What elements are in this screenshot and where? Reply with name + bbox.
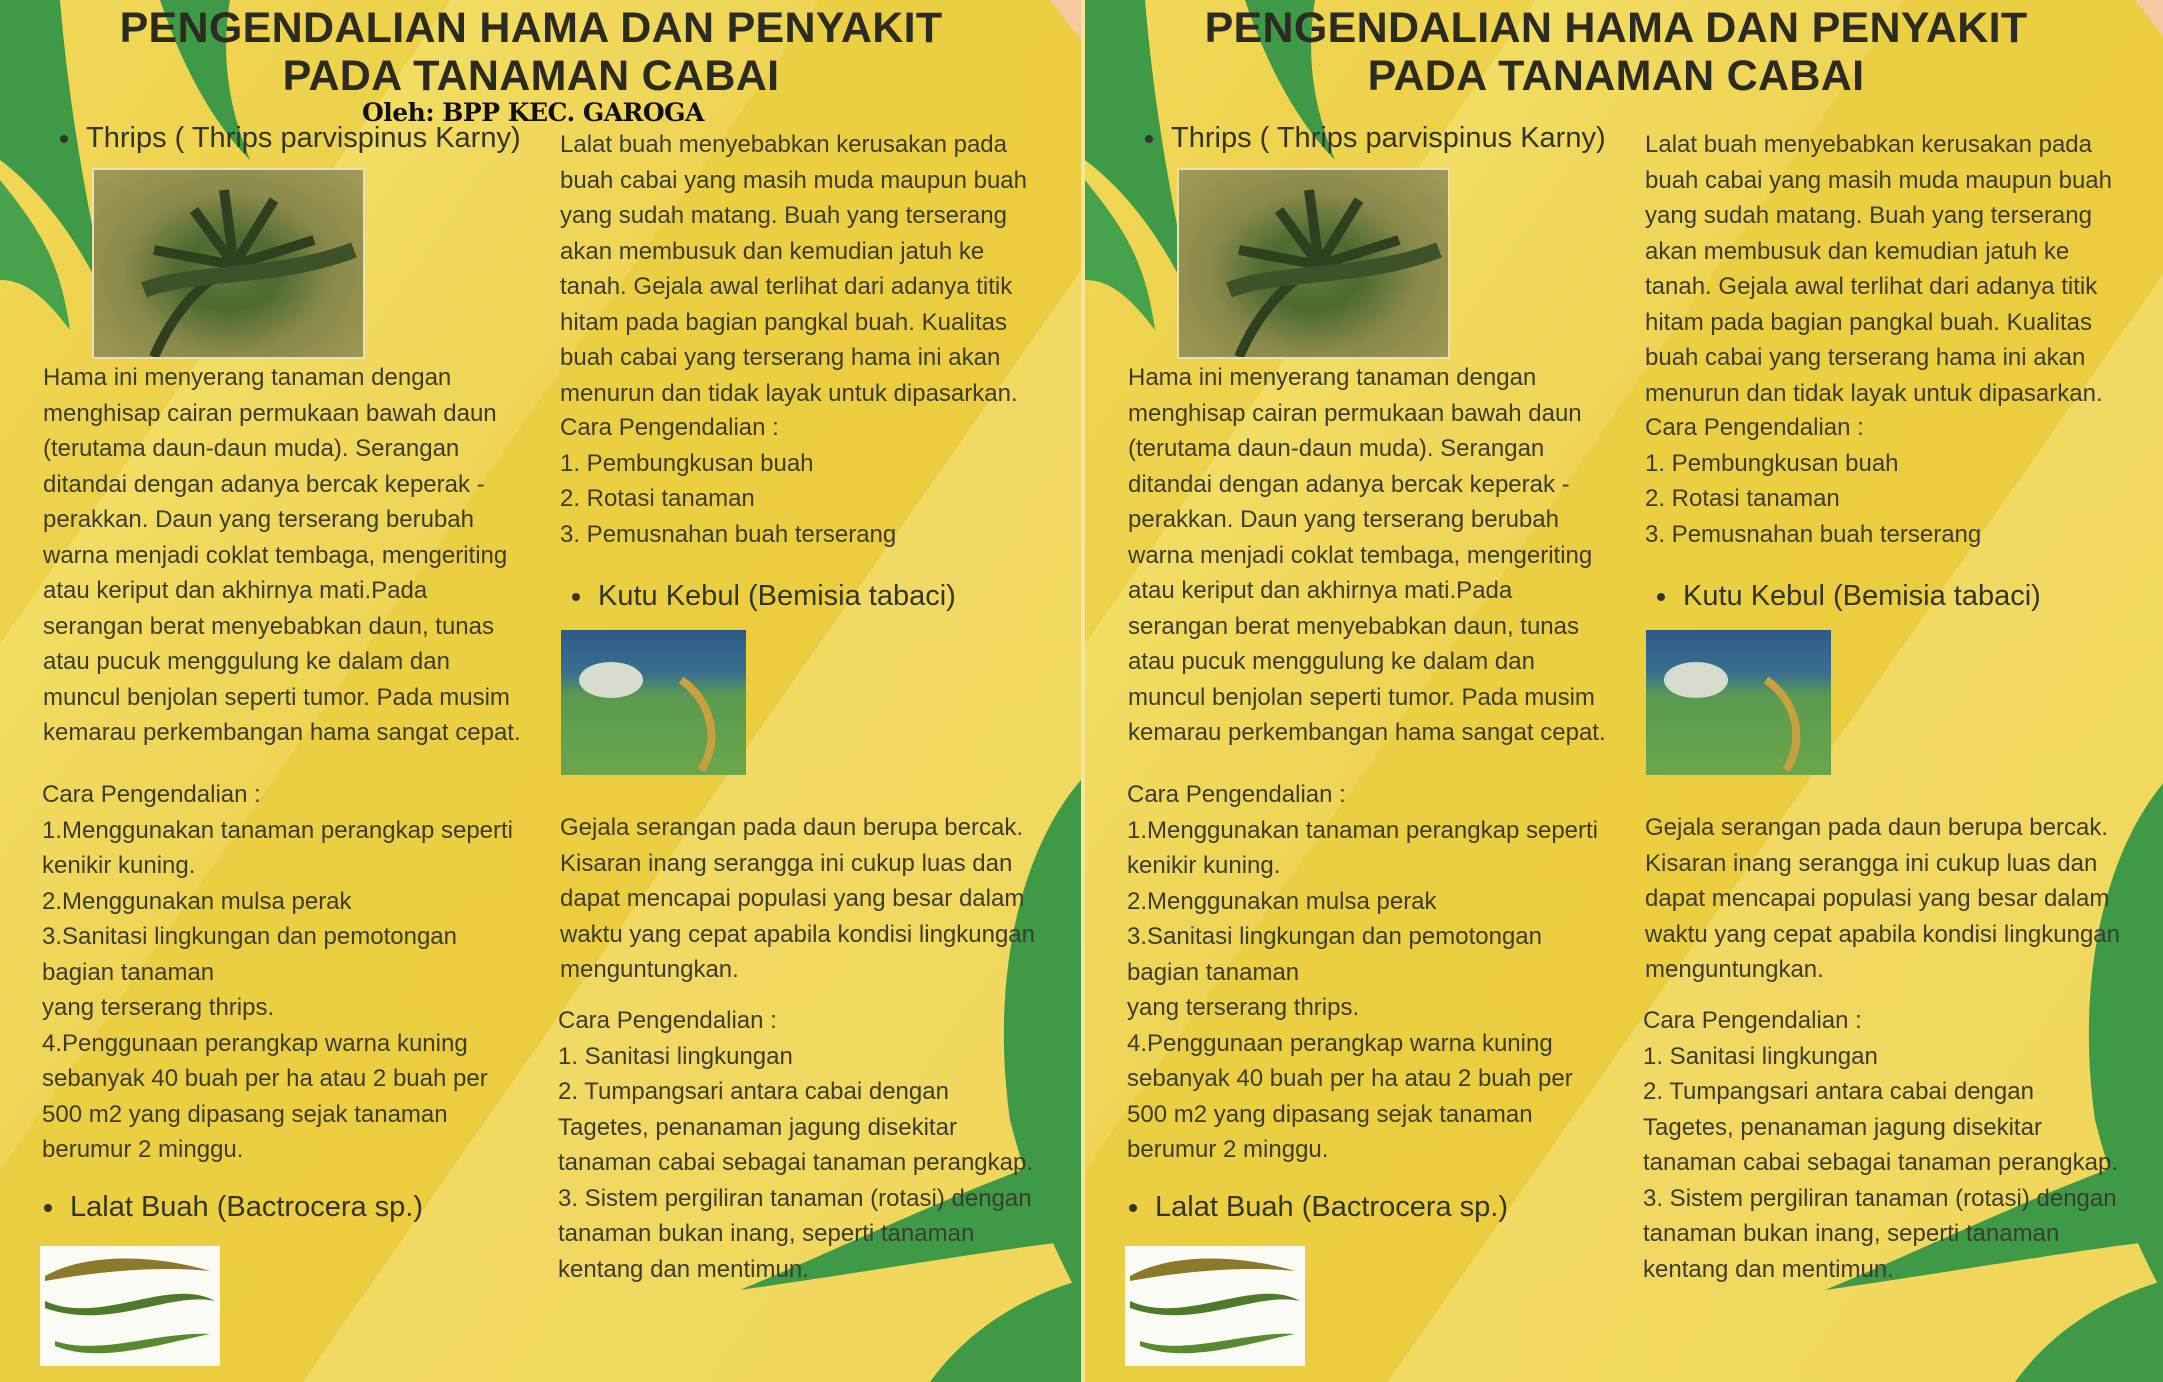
text-line: 2. Rotasi tanaman	[560, 485, 755, 512]
thrips-control-list	[1127, 777, 1598, 1168]
text-line: Cara Pengendalian :	[1127, 781, 1346, 808]
text-line: 1. Pembungkusan buah	[560, 449, 814, 477]
thrips-heading	[60, 120, 521, 156]
bullet-icon	[572, 593, 580, 601]
text-line: perakkan. Daun yang terserang berubah	[1128, 506, 1559, 533]
text-line: (terutama daun-daun muda). Serangan	[43, 435, 460, 462]
text-line: bagian tanaman	[42, 958, 215, 986]
text-line: buah cabai yang masih muda maupun buah	[560, 166, 1027, 194]
text-line: yang sudah matang. Buah yang terserang	[1645, 202, 2092, 229]
text-line: warna menjadi coklat tembaga, mengeriting	[43, 541, 508, 569]
poster-panel	[0, 0, 1081, 1382]
kutu-photo	[561, 630, 746, 775]
lalat-heading	[1129, 1189, 1508, 1225]
text-line: muncul benjolan seperti tumor. Pada musim	[1128, 683, 1595, 711]
thrips-heading-text: Thrips ( Thrips parvispinus Karny)	[86, 122, 521, 154]
text-line: Kisaran inang serangga ini cukup luas dan	[1645, 849, 2098, 877]
kutu-photo	[1646, 630, 1831, 775]
text-line: yang sudah matang. Buah yang terserang	[560, 202, 1007, 229]
text-line: yang terserang thrips.	[42, 994, 275, 1021]
text-line: kentang dan mentimun.	[1643, 1255, 1894, 1283]
text-line: buah cabai yang masih muda maupun buah	[1645, 166, 2112, 194]
text-line: 2. Tumpangsari antara cabai dengan	[558, 1078, 949, 1105]
text-line: bagian tanaman	[1127, 958, 1300, 986]
text-line: 1.Menggunakan tanaman perangkap seperti	[1127, 816, 1598, 844]
text-line: serangan berat menyebabkan daun, tunas	[43, 612, 494, 640]
text-line: Gejala serangan pada daun berupa bercak.	[560, 814, 1024, 841]
text-line: Hama ini menyerang tanaman dengan	[1128, 364, 1537, 391]
text-line: 3. Pemusnahan buah terserang	[1645, 520, 1982, 548]
text-line: Cara Pengendalian :	[1645, 414, 1864, 441]
text-line: dapat mencapai populasi yang besar dalam	[560, 885, 1025, 912]
text-line: dapat mencapai populasi yang besar dalam	[1645, 885, 2110, 912]
text-line: Cara Pengendalian :	[1643, 1007, 1862, 1034]
lalat-control-list	[1645, 410, 1981, 552]
text-line: atau pucuk menggulung ke dalam dan	[43, 648, 450, 675]
text-line: Gejala serangan pada daun berupa bercak.	[1645, 814, 2109, 841]
text-line: 1. Pembungkusan buah	[1645, 449, 1899, 477]
thrips-heading-text: Thrips ( Thrips parvispinus Karny)	[1171, 122, 1606, 154]
text-line: 3.Sanitasi lingkungan dan pemotongan	[42, 923, 457, 950]
text-line: Tagetes, penanaman jagung disekitar	[1643, 1113, 2042, 1141]
text-line: 1.Menggunakan tanaman perangkap seperti	[42, 816, 513, 844]
text-line: hitam pada bagian pangkal buah. Kualitas	[1645, 308, 2092, 336]
text-line: menguntungkan.	[560, 956, 739, 983]
text-line: kemarau perkembangan hama sangat cepat.	[1128, 719, 1606, 746]
lalat-photo	[40, 1246, 220, 1366]
text-line: 1. Sanitasi lingkungan	[1643, 1042, 1878, 1070]
text-line: Hama ini menyerang tanaman dengan	[43, 364, 452, 391]
text-line: 1. Sanitasi lingkungan	[558, 1042, 793, 1070]
text-line: ditandai dengan adanya bercak keperak -	[1128, 470, 1570, 498]
bullet-icon	[1129, 1204, 1137, 1212]
lalat-heading-text: Lalat Buah (Bactrocera sp.)	[1155, 1191, 1509, 1223]
text-line: tanah. Gejala awal terlihat dari adanya titik	[560, 273, 1013, 300]
text-line: tanah. Gejala awal terlihat dari adanya titik	[1645, 273, 2098, 300]
text-line: yang terserang thrips.	[1127, 994, 1360, 1021]
thrips-description	[1128, 360, 1606, 751]
text-line: 3. Sistem pergiliran tanaman (rotasi) dengan	[1643, 1184, 2117, 1212]
text-line: 2.Menggunakan mulsa perak	[42, 887, 352, 915]
text-line: menghisap cairan permukaan bawah daun	[43, 399, 497, 427]
text-line: buah cabai yang terserang hama ini akan	[560, 344, 1001, 371]
author-credit: Oleh: BPP KEC. GAROGA	[362, 98, 704, 127]
text-line: tanaman bukan inang, seperti tanaman	[558, 1220, 975, 1247]
poster-title-line1: PENGENDALIAN HAMA DAN PENYAKIT	[1204, 4, 2028, 52]
text-line: serangan berat menyebabkan daun, tunas	[1128, 612, 1579, 640]
text-line: Lalat buah menyebabkan kerusakan pada	[560, 131, 1007, 158]
lalat-heading	[44, 1189, 423, 1225]
text-line: akan membusuk dan kemudian jatuh ke	[560, 237, 985, 265]
kutu-heading	[1657, 578, 2041, 614]
thrips-description	[43, 360, 521, 751]
thrips-heading	[1145, 120, 1606, 156]
text-line: menguntungkan.	[1645, 956, 1824, 983]
text-line: kenikir kuning.	[1127, 852, 1281, 879]
text-line: muncul benjolan seperti tumor. Pada musim	[43, 683, 510, 711]
poster-title-line2: PADA TANAMAN CABAI	[1367, 52, 1865, 100]
text-line: berumur 2 minggu.	[1127, 1136, 1329, 1163]
text-line: kemarau perkembangan hama sangat cepat.	[43, 719, 521, 746]
text-line: 3. Sistem pergiliran tanaman (rotasi) dengan	[558, 1184, 1032, 1212]
text-line: waktu yang cepat apabila kondisi lingkungan	[560, 920, 1035, 948]
text-line: Kisaran inang serangga ini cukup luas dan	[560, 849, 1013, 877]
bullet-icon	[44, 1204, 52, 1212]
text-line: menurun dan tidak layak untuk dipasarkan.	[1645, 379, 2103, 407]
poster-title-line1: PENGENDALIAN HAMA DAN PENYAKIT	[119, 4, 943, 52]
kutu-description	[560, 810, 1035, 988]
text-line: 3. Pemusnahan buah terserang	[560, 520, 897, 548]
text-line: Cara Pengendalian :	[560, 414, 779, 441]
text-line: Cara Pengendalian :	[558, 1007, 777, 1034]
poster-title-line2: PADA TANAMAN CABAI	[282, 52, 780, 100]
kutu-description	[1645, 810, 2120, 988]
text-line: menghisap cairan permukaan bawah daun	[1128, 399, 1582, 427]
text-line: atau keriput dan akhirnya mati.Pada	[1128, 577, 1513, 604]
text-line: 2. Tumpangsari antara cabai dengan	[1643, 1078, 2034, 1105]
lalat-control-list	[560, 410, 896, 552]
bullet-icon	[1145, 135, 1153, 143]
text-line: 500 m2 yang dipasang sejak tanaman	[42, 1100, 448, 1128]
kutu-heading	[572, 578, 956, 614]
poster-panel	[1085, 0, 2163, 1382]
text-line: menurun dan tidak layak untuk dipasarkan.	[560, 379, 1018, 407]
thrips-photo	[92, 168, 365, 359]
text-line: ditandai dengan adanya bercak keperak -	[43, 470, 485, 498]
text-line: 2.Menggunakan mulsa perak	[1127, 887, 1437, 915]
text-line: tanaman bukan inang, seperti tanaman	[1643, 1220, 2060, 1247]
text-line: atau keriput dan akhirnya mati.Pada	[43, 577, 428, 604]
text-line: 500 m2 yang dipasang sejak tanaman	[1127, 1100, 1533, 1128]
text-line: tanaman cabai sebagai tanaman perangkap.	[558, 1149, 1034, 1176]
lalat-photo	[1125, 1246, 1305, 1366]
text-line: tanaman cabai sebagai tanaman perangkap.	[1643, 1149, 2119, 1176]
lalat-description	[1645, 127, 2112, 411]
text-line: Tagetes, penanaman jagung disekitar	[558, 1113, 957, 1141]
text-line: buah cabai yang terserang hama ini akan	[1645, 344, 2086, 371]
text-line: kenikir kuning.	[42, 852, 196, 879]
text-line: 3.Sanitasi lingkungan dan pemotongan	[1127, 923, 1542, 950]
text-line: 4.Penggunaan perangkap warna kuning	[42, 1029, 468, 1057]
text-line: sebanyak 40 buah per ha atau 2 buah per	[1127, 1065, 1573, 1092]
kutu-heading-text: Kutu Kebul (Bemisia tabaci)	[598, 580, 956, 612]
text-line: berumur 2 minggu.	[42, 1136, 244, 1163]
kutu-control-list	[1643, 1003, 2118, 1287]
lalat-heading-text: Lalat Buah (Bactrocera sp.)	[70, 1191, 424, 1223]
kutu-control-list	[558, 1003, 1033, 1287]
text-line: (terutama daun-daun muda). Serangan	[1128, 435, 1545, 462]
text-line: Cara Pengendalian :	[42, 781, 261, 808]
text-line: perakkan. Daun yang terserang berubah	[43, 506, 474, 533]
text-line: 4.Penggunaan perangkap warna kuning	[1127, 1029, 1553, 1057]
bullet-icon	[1657, 593, 1665, 601]
thrips-photo	[1177, 168, 1450, 359]
kutu-heading-text: Kutu Kebul (Bemisia tabaci)	[1683, 580, 2041, 612]
thrips-control-list	[42, 777, 513, 1168]
text-line: waktu yang cepat apabila kondisi lingkungan	[1645, 920, 2120, 948]
text-line: akan membusuk dan kemudian jatuh ke	[1645, 237, 2070, 265]
text-line: atau pucuk menggulung ke dalam dan	[1128, 648, 1535, 675]
text-line: Lalat buah menyebabkan kerusakan pada	[1645, 131, 2092, 158]
text-line: hitam pada bagian pangkal buah. Kualitas	[560, 308, 1007, 336]
text-line: 2. Rotasi tanaman	[1645, 485, 1840, 512]
bullet-icon	[60, 135, 68, 143]
lalat-description	[560, 127, 1027, 411]
text-line: sebanyak 40 buah per ha atau 2 buah per	[42, 1065, 488, 1092]
text-line: kentang dan mentimun.	[558, 1255, 809, 1283]
text-line: warna menjadi coklat tembaga, mengeriting	[1128, 541, 1593, 569]
